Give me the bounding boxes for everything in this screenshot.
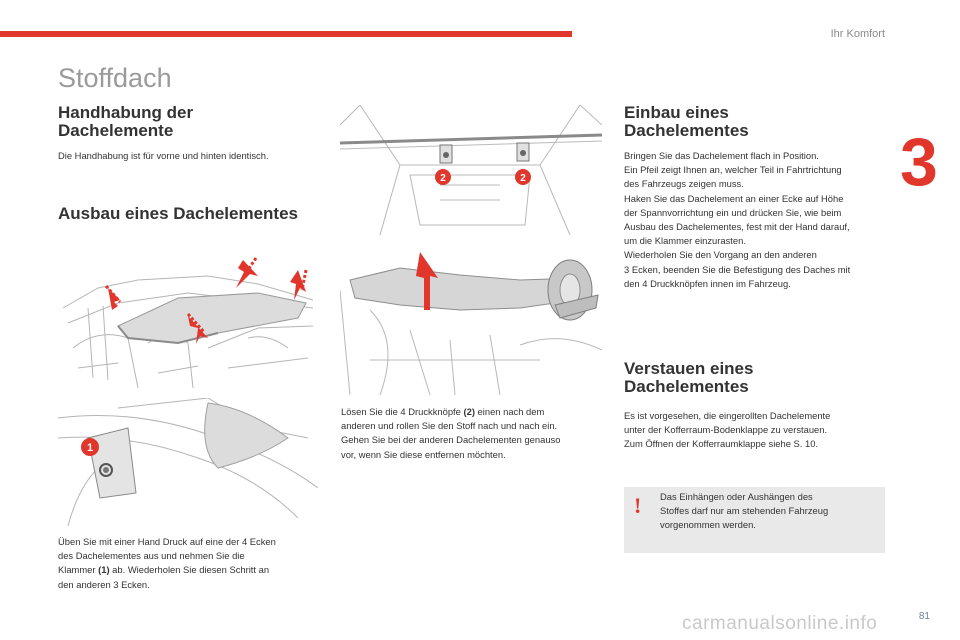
rolling-fabric-figure xyxy=(340,250,602,395)
warning-icon: ! xyxy=(634,493,642,518)
install-heading: Einbau eines Dachelementes xyxy=(624,103,749,140)
studs-text-part: einen nach dem anderen und rollen Sie den Stoff nach und nach ein. Gehen Sie bei der anderen Dachelementen genauso vor, wenn Sie diese entfernen möchten. xyxy=(341,406,561,460)
section-label: Ihr Komfort xyxy=(830,28,885,40)
page-number: 81 xyxy=(918,611,930,622)
callout-1: 1 xyxy=(86,442,94,454)
removal-heading: Ausbau eines Dachelementes xyxy=(58,204,298,223)
press-studs-illustration xyxy=(340,105,602,235)
interior-press-studs-figure xyxy=(340,105,602,235)
callout-2b: 2 xyxy=(520,173,526,184)
roof-removal-figure xyxy=(58,248,318,390)
removal-text-part: Üben Sie mit einer Hand Druck auf eine der 4 Ecken des Dachelementes aus und nehmen Sie die Klammer xyxy=(58,536,276,576)
warning-box xyxy=(624,487,885,553)
callout-2a: 2 xyxy=(440,173,446,184)
chapter-number: 3 xyxy=(900,124,938,200)
removal-text-part: ab. Wiederholen Sie diesen Schritt an den anderen 3 Ecken. xyxy=(58,564,270,590)
storage-text: Es ist vorgesehen, die eingerollten Dachelemente unter der Kofferraum-Bodenklappe zu verstauen. Zum Öffnen der Kofferraumklappe siehe S. 10. xyxy=(624,410,831,450)
car-roof-illustration xyxy=(58,248,318,390)
removal-text-ref: (1) xyxy=(98,564,110,576)
studs-text-ref: (2) xyxy=(463,406,475,417)
install-text: Bringen Sie das Dachelement flach in Position. Ein Pfeil zeigt Ihnen an, welcher Teil in Fahrtrichtung des Fahrzeugs zeigen muss. Haken Sie das Dachelement an einer Ecke auf Höhe der Spannvorrichtung ein und drücken Sie, wie beim Ausbau des Dachelementes, fest mit der Hand darauf, um die Klammer einzurasten. Wiederholen Sie den Vorgang an den anderen 3 Ecken, beenden Sie die Befestigung des Daches mit den 4 Druckknöpfen innen im Fahrzeug. xyxy=(624,150,851,289)
watermark: carmanualsonline.info xyxy=(682,613,878,634)
clip-illustration xyxy=(58,398,318,526)
removal-text xyxy=(58,535,320,592)
rolling-fabric-illustration xyxy=(340,250,602,395)
warning-text: Das Einhängen oder Aushängen des Stoffes darf nur am stehenden Fahrzeug vorgenommen werden. xyxy=(660,491,829,531)
studs-text-part: Lösen Sie die 4 Druckknöpfe xyxy=(341,406,464,417)
clip-closeup-figure xyxy=(58,398,318,526)
storage-heading: Verstauen eines Dachelementes xyxy=(624,359,754,396)
header-accent-bar xyxy=(0,31,572,37)
studs-text xyxy=(341,405,603,462)
handling-heading: Handhabung der Dachelemente xyxy=(58,103,194,140)
handling-text: Die Handhabung ist für vorne und hinten identisch. xyxy=(58,150,269,161)
page-title: Stoffdach xyxy=(58,63,172,93)
